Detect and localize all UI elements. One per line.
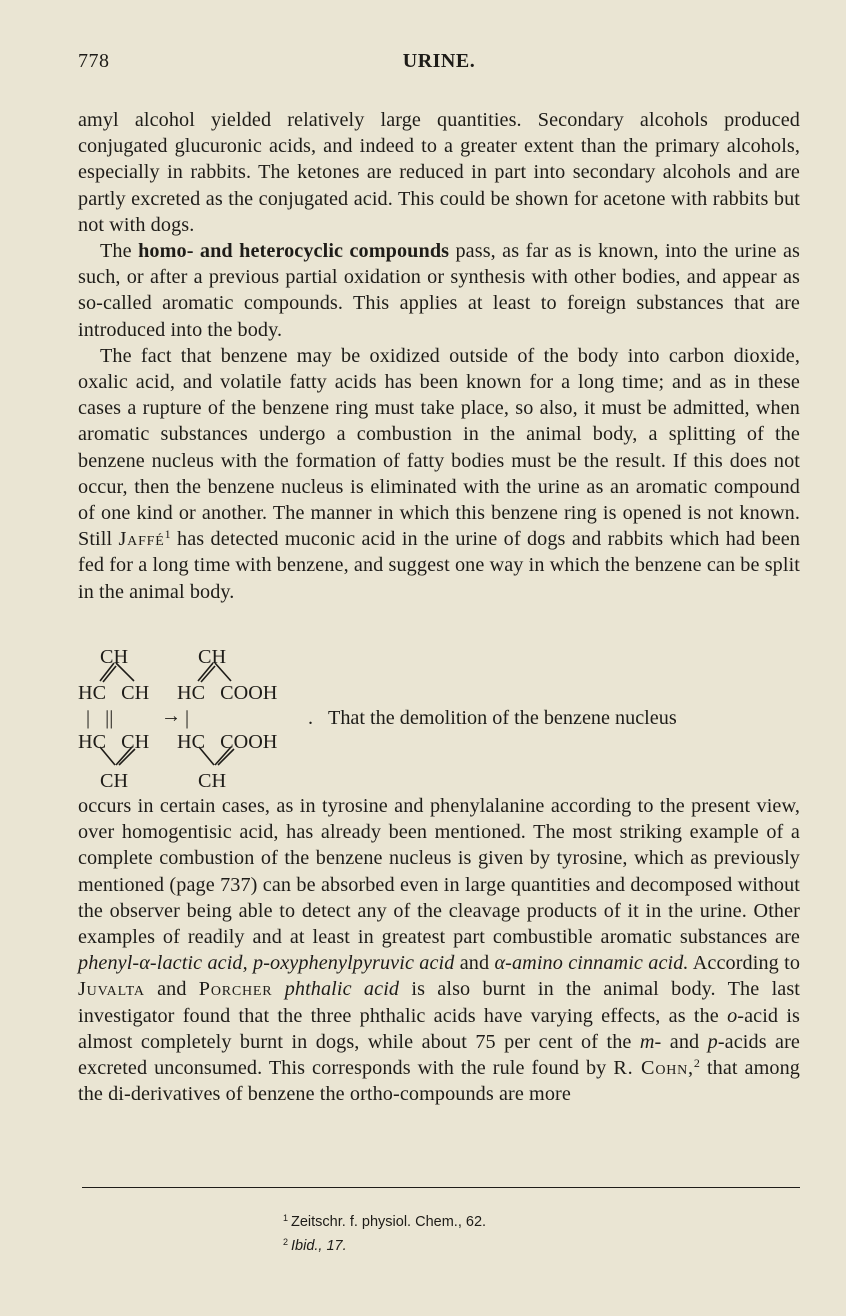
formula-left-bottom: CH — [100, 770, 129, 792]
author-name: R. Cohn, — [613, 1057, 694, 1080]
footnote-divider — [82, 1187, 800, 1188]
page-header — [78, 50, 800, 80]
reaction-arrow: → — [161, 705, 182, 727]
formula-right-row1: HC COOH — [177, 682, 278, 704]
footnote-ref: 2 — [693, 1056, 701, 1071]
formula-left-row2: HC CH — [78, 731, 150, 753]
italic-term: o — [727, 1004, 738, 1027]
formula-right-top: CH — [198, 646, 227, 668]
formula-left-row1: HC CH — [78, 682, 150, 704]
formula-trailing-text: That the demolition of the benzene nucleus — [328, 707, 677, 729]
author-name: Juvalta — [78, 978, 145, 1001]
formula-right-bar: | — [185, 707, 190, 729]
footnote-ref: 1 — [164, 527, 171, 542]
author-name: Jaffé — [118, 528, 165, 551]
formula-right-row2: HC COOH — [177, 731, 278, 753]
structural-formula — [78, 646, 800, 795]
italic-term: phenyl-α-lactic acid, p-oxyphenylpyruvic acid — [78, 952, 455, 975]
italic-term: m — [639, 1030, 655, 1053]
paragraph-benzene-oxidation: The fact that benzene may be oxidized outside of the body into carbon dioxide, oxalic acid, and volatile fatty acids has been known for a long time; and as in these cases a rupture of the benzene ring must take place, so also, it must be admitted, when aromatic substances undergo a combustion in the animal body, a splitting of the benzene nucleus with the formation of fatty bodies must be the result. If this does not occur, then the benzene nucleus is eliminated with the urine as an aromatic compound of one kind or another. The manner in which this benzene ring is opened is not known. Still Jaffé$^1$ has detected muconic acid in the urine of dogs and rabbits which had been fed for a long time with benzene, and suggest one way in which the benzene can be split in the animal body. — [78, 344, 801, 603]
body-text-upper — [78, 107, 800, 605]
body-text-lower — [78, 793, 800, 1107]
formula-period: . — [308, 707, 314, 729]
formula-left-top: CH — [100, 646, 129, 668]
formula-left-bars: | || — [86, 707, 114, 729]
footnote-1: $^1$ Zeitschr. f. physiol. Chem., 62. — [283, 1213, 487, 1230]
italic-term: phthalic acid — [284, 978, 400, 1001]
formula-right-bottom: CH — [198, 770, 227, 792]
paragraph-homo-heterocyclic: The homo- and heterocyclic compounds pass, as far as is known, into the urine as such, or after a previous partial oxidation or synthesis with other bodies, and appear as so-called aromatic compounds. This applies at least to foreign substances that are introduced into the body. — [78, 240, 800, 341]
footnote-2: $^2$ Ibid., 17. — [283, 1237, 347, 1254]
paragraph-combustion: occurs in certain cases, as in tyrosine and phenylalanine according to the present view, over homogentisic acid, has already been mentioned. The most striking example of a complete combustion of the benzene nucleus is given by tyrosine, which as previously mentioned (page 737) can be absorbed even in large quantities and decomposed without the observer being able to detect any of the cleavage products of it in the urine. Other examples of readily and at least in greatest part combustible aromatic substances are phenyl-α-lactic acid, p-oxyphenylpyruvic acid and α-amino cinnamic acid. According to Juvalta and Porcher phthalic acid is also burnt in the animal body. The last investigator found that the three phthalic acids have varying effects, as the o-acid is almost completely burnt in dogs, while about 75 per cent of the m- and p-acids are excreted unconsumed. This corresponds with the rule found by R. Cohn,$^2$ that among the di-derivatives of benzene the ortho-compounds are more — [78, 795, 801, 1106]
italic-term: α-amino cinnamic acid. — [494, 952, 689, 975]
footnotes — [283, 1208, 486, 1256]
bold-term: homo- and heterocyclic compounds — [138, 240, 450, 263]
running-title: URINE. — [402, 50, 476, 72]
paragraph-continuation: amyl alcohol yielded relatively large quantities. Secondary alcohols produced conjugated glucuronic acids, and indeed to a greater extent than the primary alcohols, especially in rabbits. The ketones are reduced in part into secondary alcohols and are partly excreted as the conjugated acid. This could be shown for acetone with rabbits but not with dogs. — [78, 109, 800, 236]
author-name: Porcher — [198, 978, 273, 1001]
italic-term: p — [707, 1030, 718, 1053]
page-number: 778 — [78, 50, 110, 72]
